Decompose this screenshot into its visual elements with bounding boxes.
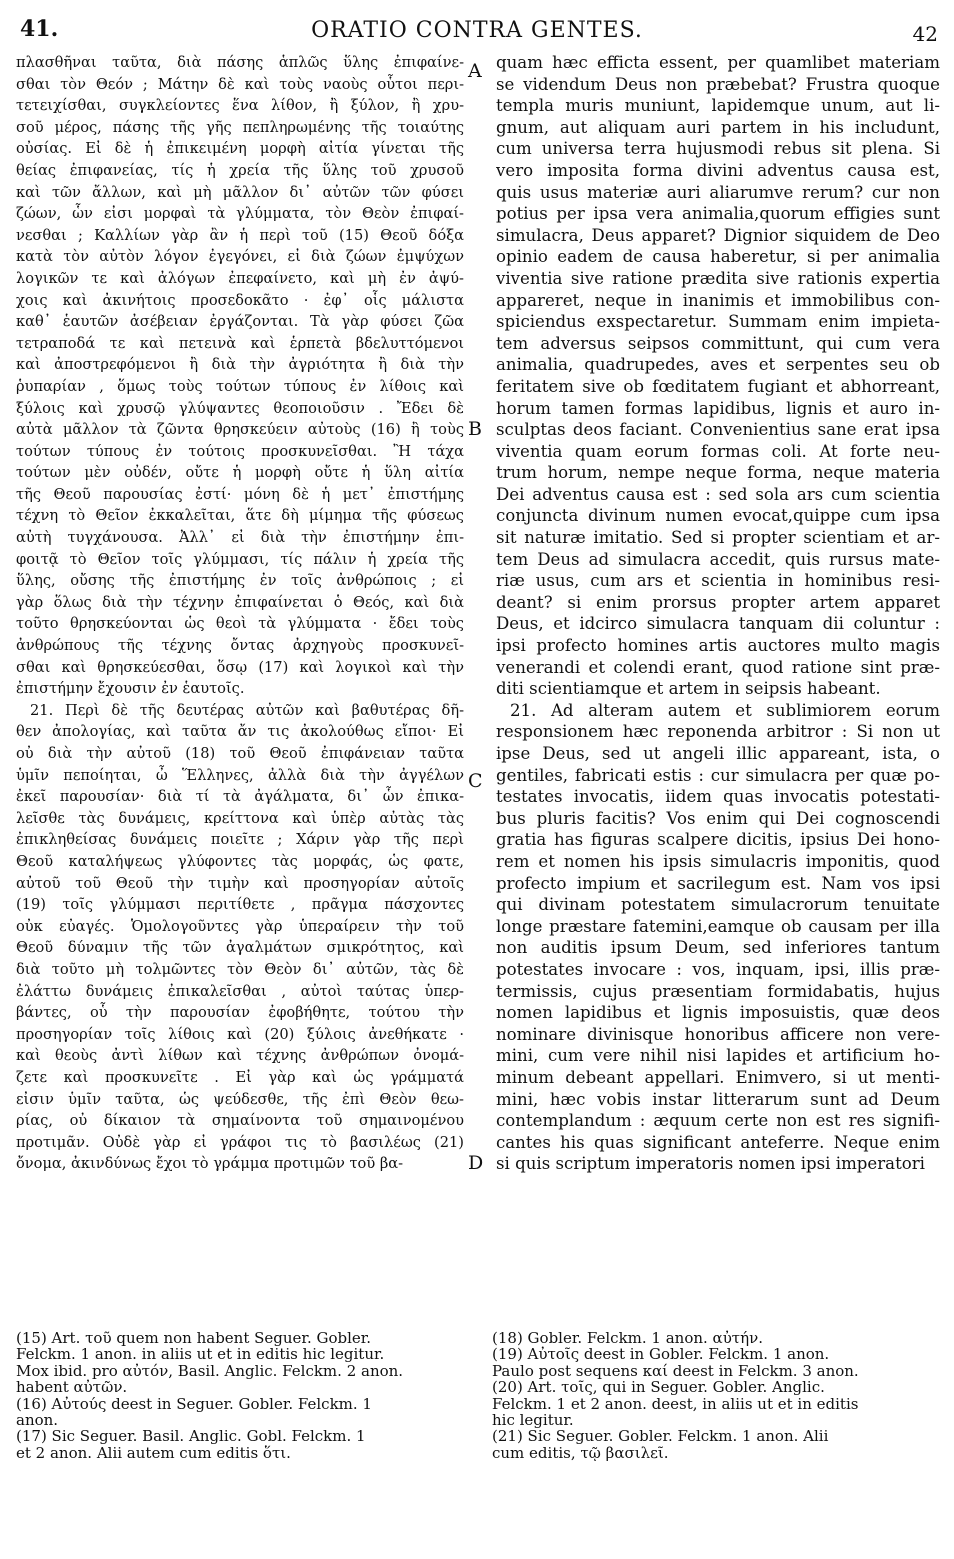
greek-text-line: τετειχίσθαι, συγκλείοντες ἕνα λίθον, ἢ ξύλον, ἢ χρυ- <box>16 97 464 115</box>
latin-text-line: appareret, neque in inanimis et immobilibus con- <box>496 290 940 310</box>
greek-text-column <box>16 52 464 1175</box>
greek-text-line: καθ᾽ ἑαυτῶν ἀσέβειαν ἐργάζονται. Τὰ γὰρ φύσει ζῶα <box>16 313 464 331</box>
greek-text-line: κατὰ τὸν αὐτὸν λόγον ἐγεγόνει, εἰ διὰ ζώων ἐμψύχων <box>16 248 464 266</box>
footnote-line: Felckm. 1 et 2 anon. deest, in aliis ut et in editis <box>492 1395 859 1412</box>
section-marker: C <box>468 770 483 792</box>
greek-text-line: λογικῶν τε καὶ ἀλόγων ἐπεφαίνετο, καὶ μὴ ἐν ἀψύ- <box>16 269 464 287</box>
latin-text-line: cum universa terra hujusmodi rebus sit plena. Si <box>496 139 940 159</box>
latin-text-line: ipsi profecto homines artis auctores multo magis <box>496 636 940 656</box>
footnote-line: habent αὐτῶν. <box>16 1379 128 1396</box>
greek-text-line: θείας ἐπιφανείας, τίς ἡ χρεία τῆς ὕλης τοῦ χρυσοῦ <box>16 161 464 179</box>
greek-text-line: ὑμῖν πεποίηται, ὦ Ἕλληνες, ἀλλὰ διὰ τὴν ἀγγέλων <box>16 766 464 784</box>
greek-text-line: ἐκεῖ παρουσίαν· διὰ τί τὰ ἀγάλματα, δι᾽ ὧν ἐπικα- <box>16 788 464 806</box>
latin-text-line: nominare divinisque honoribus afficere non vere- <box>496 1024 940 1044</box>
greek-text-line: πλασθῆναι ταῦτα, διὰ πάσης ἁπλῶς ὕλης ἐπιφαίνε- <box>16 54 464 71</box>
greek-text-line: ἐπικληθείσας δυνάμεις ποιεῖτε ; Χάριν γὰρ τῆς περὶ <box>16 831 464 849</box>
greek-text-line: σθαι τὸν Θεόν ; Μάτην δὲ καὶ τοὺς ναοὺς οὗτοι περι- <box>16 75 464 93</box>
latin-text-line: feritatem sive ob fœditatem fugiant et abhorreant, <box>496 376 940 396</box>
latin-text-line: potestates invocare : vos, inquam, ipsi, illis præ- <box>496 959 940 979</box>
latin-text-line: animalia, quadrupedes, aves et serpentes seu ob <box>496 355 940 375</box>
latin-text-line: Deus, et idcirco simulacra tanquam dii coluntur : <box>496 614 940 634</box>
greek-text-line: τετραποδά τε καὶ πετεινὰ καὶ ἑρπετὰ βδελυττόμενοι <box>16 334 464 352</box>
latin-text-line: horum tamen formas lapidibus, lignis et auro in- <box>496 398 940 418</box>
footnote-line: (19) Αὐτοῖς deest in Gobler. Felckm. 1 anon. <box>492 1346 830 1363</box>
greek-text-line: ζώων, ὧν εἰσι μορφαὶ τὰ γλύμματα, τὸν Θεὸν ἐπιφαί- <box>16 205 464 223</box>
footnote-line: Paulo post sequens καί deest in Felckm. 3 anon. <box>492 1362 859 1380</box>
greek-text-line: ἐλάττω δυνάμεις ἐπικαλεῖσθαι , αὐτοὶ ταύτας ὑπερ- <box>16 982 464 1000</box>
page-header <box>14 14 940 48</box>
latin-text-line: non auditis ipsum Deum, sed inferiores tantum <box>496 938 940 958</box>
latin-text-line: responsionem hæc reponenda arbitror : Si non ut <box>496 722 940 742</box>
latin-text-line: ipse Deus, sed ut angeli illic appareant, ista, o <box>496 744 940 763</box>
greek-text-line: τούτων τύπους ἐν τούτοις προσκυνεῖσθαι. Ἢ τάχα <box>16 442 464 460</box>
greek-text-line: προτιμᾶν. Οὐδὲ γὰρ εἰ γράφοι τις τὸ βασιλέως (21) <box>16 1133 464 1151</box>
latin-text-line: potius per ipsa vera animalia,quorum effigies sunt <box>496 204 940 224</box>
greek-text-line: ἀνθρώπους τῆς τέχνης ὄντας ἀρχηγοὺς προσκυνεῖ- <box>16 637 464 655</box>
greek-text-line: χοις καὶ ἀκινήτοις προσεδοκᾶτο · ἐφ᾽ οἷς μάλιστα <box>16 291 464 309</box>
latin-text-line: si quis scriptum imperatoris nomen ipsi imperatori <box>496 1154 925 1174</box>
greek-text-line: Θεοῦ καταλήψεως γλύφοντες τὰς μορφάς, ὡς φατε, <box>16 852 464 870</box>
greek-text-line: ῥυπαρίαν , ὅμως τοὺς τούτων τύπους ἐν λίθοις καὶ <box>16 377 464 395</box>
latin-text-line: quam hæc efficta essent, per quamlibet materiam <box>496 53 940 72</box>
latin-text-line: quis usus materiæ auri aliarumve rerum? cur non <box>496 182 940 202</box>
greek-text-line: ζετε καὶ προσκυνεῖτε . Εἰ γὰρ καὶ ὡς γράμματά <box>16 1068 464 1086</box>
latin-text-line: deant? si enim prorsus propter artem apparet <box>496 592 940 612</box>
greek-text-line: διὰ τοῦτο μὴ τολμῶντες τὸν Θεὸν δι᾽ αὐτῶν, τὰς δὲ <box>16 960 464 978</box>
latin-text-line: viventia sive ratione prædita sive rationis expertia <box>496 268 940 288</box>
latin-text-line: Dei adventus causa est : sed sola ars cum scientia <box>496 484 940 504</box>
latin-text-line: mini, cum vere nihil nisi lapides et artificium ho- <box>496 1046 940 1066</box>
section-marker: A <box>468 60 482 82</box>
latin-text-line: gnum, aut aliquam auri partem in his includunt, <box>496 117 940 137</box>
latin-text-line: 21. Ad alteram autem et sublimiorem eorum <box>510 700 940 720</box>
greek-text-line: σθαι καὶ θρησκεύεσθαι, ὅσῳ (17) καὶ λογικοὶ καὶ τὴν <box>16 658 464 676</box>
latin-text-line: nomen lapidibus et lignis imposuistis, quæ deos <box>496 1003 940 1023</box>
latin-text-line: longe præstare fatemini,eamque ob causam per illa <box>496 916 940 936</box>
greek-text-line: 21. Περὶ δὲ τῆς δευτέρας αὐτῶν καὶ βαθυτέρας δῆ- <box>30 701 464 719</box>
greek-text-line: νεσθαι ; Καλλίων γὰρ ἂν ἡ περὶ τοῦ (15) Θεοῦ δόξα <box>16 226 464 244</box>
greek-text-line: Θεοῦ δύναμιν τῆς τῶν ἀγαλμάτων σμικρότητος, καὶ <box>16 939 464 957</box>
latin-text-line: riæ usus, cum ars et scientia in hominibus resi- <box>496 571 940 591</box>
greek-text-line: βάντες, οὗ τὴν παρουσίαν ἐφοβήθητε, τούτου τὴν <box>16 1004 464 1022</box>
greek-text-line: τούτων μὲν οὐδέν, οὔτε ἡ μορφὴ οὔτε ἡ ὕλη αἰτία <box>16 464 464 482</box>
footnote-line: Mox ibid. pro αὐτόν, Basil. Anglic. Felckm. 2 anon. <box>16 1362 404 1380</box>
latin-text-line: termissis, cujus præsentiam formidabatis, hujus <box>496 981 940 1001</box>
latin-text-line: opinio eadem de causa haberetur, si per animalia <box>496 247 940 267</box>
greek-text-line: ὕλης, οὔσης τῆς ἐπιστήμης ἐν τοῖς ἀνθρώποις ; εἰ <box>16 572 464 590</box>
greek-text-line: αὐτὰ μᾶλλον τὰ ζῶντα θρησκεύειν αὐτοὺς (16) ἢ τοὺς <box>16 421 464 439</box>
footnote-line: (20) Art. τοῖς, qui in Seguer. Gobler. Anglic. <box>492 1379 825 1396</box>
greek-text-line: οὐ διὰ τὴν αὐτοῦ (18) τοῦ Θεοῦ ἐπιφάνειαν ταῦτα <box>16 745 464 762</box>
footnote-line: cum editis, τῷ βασιλεῖ. <box>492 1444 669 1462</box>
latin-text-line: sculptas deos faciant. Convenientius sane erat ipsa <box>496 420 940 440</box>
right-page-number: 42 <box>912 22 938 46</box>
greek-text-line: εἰσιν ὑμῖν ταῦτα, ὡς ψεύδεσθε, τῆς ἐπὶ Θεὸν θεω- <box>16 1090 464 1108</box>
latin-text-line: vero imposita forma divini adventus causa est, <box>496 160 940 180</box>
latin-text-line: mini, hæc vobis instar litterarum sunt ad Deum <box>496 1089 940 1109</box>
latin-text-line: minum debeant appellari. Enimvero, si ut menti- <box>496 1067 940 1087</box>
left-page-number: 41. <box>20 16 59 42</box>
greek-text-line: λεῖσθε τὰς δυνάμεις, κρείττονα καὶ ὑπὲρ αὐτὰς τὰς <box>16 809 464 827</box>
latin-text-line: gratia has figuras scalpere dicitis, ipsius Dei hono- <box>496 830 940 850</box>
latin-text-line: qui divinam potestatem simulacrorum tenuitate <box>496 895 940 915</box>
section-marker: D <box>468 1152 484 1174</box>
running-title: ORATIO CONTRA GENTES. <box>311 18 643 43</box>
footnote-line: (21) Sic Seguer. Gobler. Felckm. 1 anon. Alii <box>492 1428 829 1445</box>
greek-text-line: αὐτοῦ τοῦ Θεοῦ τὴν τιμὴν καὶ προσηγορίαν αὐτοῖς <box>16 874 464 892</box>
greek-text-line: καὶ ἀποστρεφόμενοι ἢ διὰ τὴν ἀγριότητα ἢ διὰ τὴν <box>16 356 464 374</box>
latin-text-line: spiciendus exspectaretur. Summam enim impieta- <box>496 312 940 332</box>
greek-text-line: ὄνομα, ἀκινδύνως ἔχοι τὸ γράμμα προτιμῶν τοῦ βα- <box>16 1155 404 1173</box>
section-marker: B <box>468 418 482 440</box>
greek-text-line: καὶ τῶν ἄλλων, καὶ μὴ μᾶλλον δι᾽ αὐτῶν τῶν φύσει <box>16 183 464 201</box>
latin-text-line: testates invocatis, iidem quas invocatis potestati- <box>496 787 940 807</box>
latin-text-line: bus pluris facitis? Vos enim qui Dei cognoscendi <box>496 808 940 828</box>
latin-text-line: sit naturæ imitatio. Sed si propter scientiam et ar- <box>496 528 940 548</box>
latin-text-line: venerandi et colendi erant, quod ratione sint præ- <box>496 657 940 677</box>
latin-text-line: se videndum Deus non præbebat? Frustra quoque <box>496 74 940 94</box>
greek-text-line: τῆς Θεοῦ παρουσίας ἐστί· μόνη δὲ ἡ μετ᾽ ἐπιστήμης <box>16 485 464 503</box>
footnote-line: anon. <box>16 1411 59 1429</box>
greek-text-line: σοῦ μέρος, πάσης τῆς γῆς πεπληρωμένης τῆς τοιαύτης <box>16 118 464 136</box>
greek-text-line: γὰρ ὅλως διὰ τὴν τέχνην ἐπιφαίνεται ὁ Θεός, καὶ διὰ <box>16 593 464 611</box>
latin-text-line: tem Deus ad simulacra accedit, quis rursus mate- <box>496 549 940 569</box>
latin-text-line: trum horum, nempe neque forma, neque materia <box>496 463 940 483</box>
latin-text-column <box>496 52 940 1175</box>
footnotes-right <box>492 1330 938 1461</box>
greek-text-line: οὐσίας. Εἰ δὲ ἡ ἐπικειμένη μορφὴ αἰτία γίνεται τῆς <box>16 140 464 158</box>
greek-text-line: προσηγορίαν τοῖς λίθοις καὶ (20) ξύλοις ἀνεθήκατε · <box>16 1025 464 1043</box>
latin-text-line: tem adversus seipsos committunt, qui cum vera <box>496 333 940 353</box>
greek-text-line: φοιτᾷ τὸ Θεῖον τοῖς γλύμμασι, τίς πάλιν ἡ χρεία τῆς <box>16 550 464 568</box>
footnote-line: (17) Sic Seguer. Basil. Anglic. Gobl. Felckm. 1 <box>16 1428 366 1445</box>
greek-text-line: οὐκ εὐαγές. Ὁμολογοῦντες γὰρ ὑπεραίρειν τὴν τοῦ <box>16 917 464 935</box>
greek-text-line: καὶ θεοὺς ἀντὶ λίθων καὶ τέχνης ἀνθρώπων ὀνομά- <box>16 1047 464 1065</box>
greek-text-line: ρίας, οὐ δίκαιον τὰ σημαίνοντα τοῦ σημαινομένου <box>16 1112 464 1130</box>
footnote-line: et 2 anon. Alii autem cum editis ὅτι. <box>16 1444 291 1462</box>
latin-text-line: profecto impium et sacrilegum est. Nam vos ipsi <box>496 873 940 893</box>
latin-text-line: templa muris muniunt, lapidemque unum, aut li- <box>496 96 940 116</box>
greek-text-line: ἐπιστήμην ἔχουσιν ἐν ἑαυτοῖς. <box>16 680 245 698</box>
latin-text-line: cantes his quas significant anteferre. Neque enim <box>496 1132 940 1152</box>
footnote-line: Felckm. 1 anon. in aliis ut et in editis hic legitur. <box>16 1346 385 1363</box>
footnote-line: (15) Art. τοῦ quem non habent Seguer. Gobler. <box>16 1330 372 1347</box>
latin-text-line: contemplandum : æquum certe non est res signifi- <box>496 1111 940 1131</box>
greek-text-line: (19) τοῖς γλύμμασι περιτίθετε , πρᾶγμα πάσχοντες <box>16 896 464 914</box>
latin-text-line: viventia quam eorum formas coli. At forte neu- <box>496 441 940 461</box>
greek-text-line: αὐτὴ τυγχάνουσα. Ἀλλ᾽ εἰ διὰ τὴν ἐπιστήμην ἐπι- <box>16 529 464 547</box>
footnote-line: (16) Αὐτούς deest in Seguer. Gobler. Felckm. 1 <box>16 1395 372 1412</box>
greek-text-line: τοῦτο θρησκεύονται ὡς θεοὶ τὰ γλύμματα · ἔδει τοὺς <box>16 615 464 633</box>
latin-text-line: rem et nomen his ipsis simulacris imponitis, quod <box>496 851 940 871</box>
greek-text-line: ξύλοις καὶ χρυσῷ γλύψαντες θεοποιοῦσιν . Ἔδει δὲ <box>16 399 464 417</box>
greek-text-line: τέχνη τὸ Θεῖον ἐκκαλεῖται, ἅτε δὴ μίμημα τῆς φύσεως <box>16 507 464 525</box>
greek-text-line: θεν ἀπολογίας, καὶ ταῦτα ἄν τις ἀκολούθως εἴποι· Εἰ <box>16 723 464 741</box>
footnotes-left <box>16 1330 466 1461</box>
footnote-line: (18) Gobler. Felckm. 1 anon. αὐτήν. <box>492 1330 763 1347</box>
latin-text-line: gentiles, fabricati estis : cur simulacra per quæ po- <box>496 765 940 785</box>
latin-text-line: simulacra, Deus apparet? Dignior siquidem de Deo <box>496 225 940 245</box>
latin-text-line: diti scientiamque et artem in seipsis habeant. <box>496 679 881 699</box>
footnote-line: hic legitur. <box>492 1411 574 1429</box>
latin-text-line: conjuncta divinum numen evocat,quippe cum ipsa <box>496 506 940 526</box>
